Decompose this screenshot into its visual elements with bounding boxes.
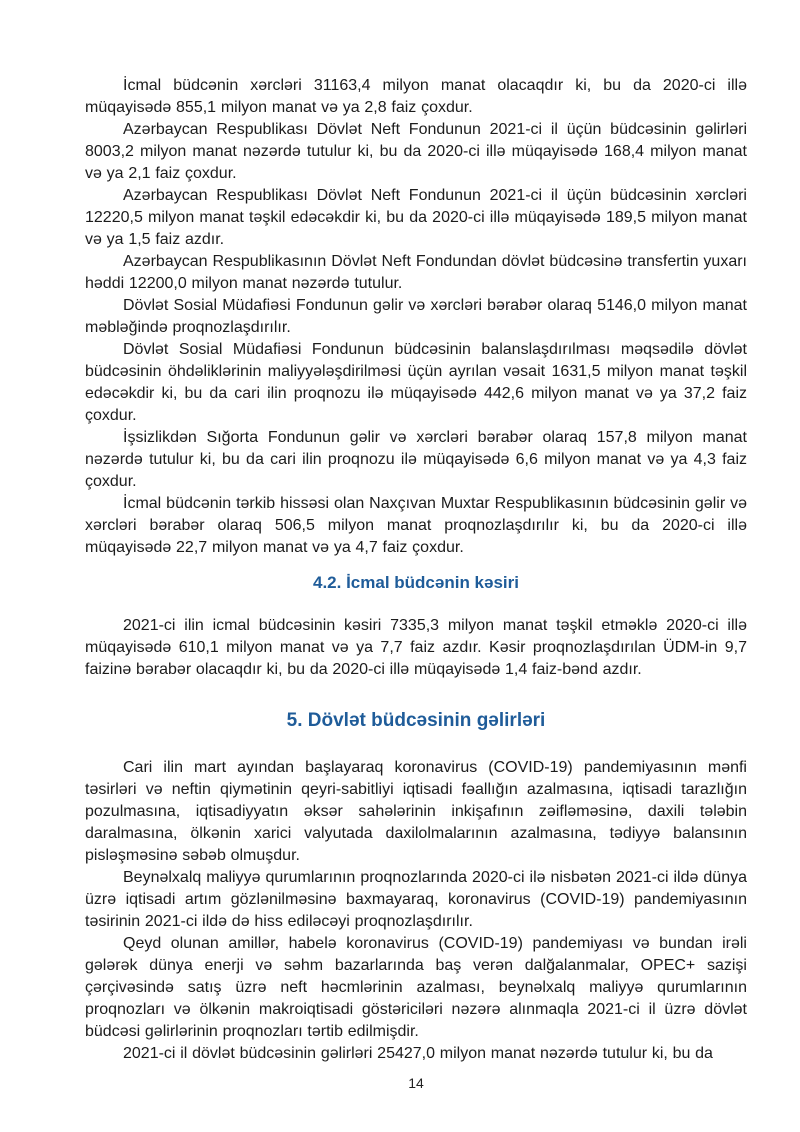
paragraph: İcmal büdcənin xərcləri 31163,4 milyon manat olacaqdır ki, bu da 2020-ci illə müqayisədə 855,1 milyon manat və ya 2,8 faiz çoxdur. [85,77,747,116]
paragraph: 2021-ci il dövlət büdcəsinin gəlirləri 25427,0 milyon manat nəzərdə tutulur ki, bu da [123,1045,713,1062]
paragraph: Azərbaycan Respublikası Dövlət Neft Fondunun 2021-ci il üçün büdcəsinin xərcləri 12220,5 milyon manat təşkil edəcəkdir ki, bu da 2020-ci illə müqayisədə 189,5 milyon manat və ya 1,5 faiz azdır. [85,187,747,248]
section-heading-4-2: 4.2. İcmal büdcənin kəsiri [313,573,519,592]
page-number: 14 [408,1075,424,1091]
paragraph: Dövlət Sosial Müdafiəsi Fondunun büdcəsinin balanslaşdırılması məqsədilə dövlət büdcəsinin öhdəliklərinin maliyyələşdirilməsi üçün ayrılan vəsait 1631,5 milyon manat təşkil edəcəkdir ki, bu da cari ilin proqnozu ilə müqayisədə 442,6 milyon manat və ya 37,2 faiz çoxdur. [85,341,747,424]
paragraph: Cari ilin mart ayından başlayaraq koronavirus (COVID-19) pandemiyasının mənfi təsirləri və neftin qiymətinin qeyri-sabitliyi iqtisadi fəallığın azalmasına, iqtisadi tarazlığın pozulmasına, iqtisadiyyatın əksər sahələrinin inkişafının zəifləməsinə, daxili tələbin daralmasına, ölkənin xarici valyutada daxilolmalarının azalmasına, tədiyyə balansının pisləşməsinə səbəb olmuşdur. [85,759,747,864]
paragraph: İcmal büdcənin tərkib hissəsi olan Naxçıvan Muxtar Respublikasının büdcəsinin gəlir və xərcləri bərabər olaraq 506,5 milyon manat proqnozlaşdırılır ki, bu da 2020-ci illə müqayisədə 22,7 milyon manat və ya 4,7 faiz çoxdur. [85,495,747,556]
paragraph: Qeyd olunan amillər, habelə koronavirus (COVID-19) pandemiyası və bundan irəli gələrək dünya enerji və səhm bazarlarında baş verən dalğalanmalar, OPEC+ sazişi çərçivəsində satış üzrə neft həcmlərinin azalması, beynəlxalq maliyyə qurumlarının proqnozları və ölkənin makroiqtisadi göstəriciləri nəzərə alınmaqla 2021-ci il üzrə dövlət büdcəsi gəlirlərinin proqnozları tərtib edilmişdir. [85,935,747,1040]
section-heading-5: 5. Dövlət büdcəsinin gəlirləri [286,710,546,731]
paragraph: Azərbaycan Respublikası Dövlət Neft Fondunun 2021-ci il üçün büdcəsinin gəlirləri 8003,2 milyon manat nəzərdə tutulur ki, bu da 2020-ci illə müqayisədə 168,4 milyon manat və ya 2,1 faiz çoxdur. [85,121,747,182]
paragraph: Dövlət Sosial Müdafiəsi Fondunun gəlir və xərcləri bərabər olaraq 5146,0 milyon manat məbləğində proqnozlaşdırılır. [85,297,747,336]
paragraph: 2021-ci ilin icmal büdcəsinin kəsiri 7335,3 milyon manat təşkil etməklə 2020-ci illə müqayisədə 610,1 milyon manat və ya 7,7 faiz azdır. Kəsir proqnozlaşdırılan ÜDM-in 9,7 faizinə bərabər olacaqdır ki, bu da 2020-ci illə müqayisədə 1,4 faiz-bənd azdır. [85,617,747,678]
paragraph: Azərbaycan Respublikasının Dövlət Neft Fondundan dövlət büdcəsinə transfertin yuxarı həddi 12200,0 milyon manat nəzərdə tutulur. [85,253,747,292]
paragraph: Beynəlxalq maliyyə qurumlarının proqnozlarında 2020-ci ilə nisbətən 2021-ci ildə dünya üzrə iqtisadi artım gözlənilməsinə baxmayaraq, koronavirus (COVID-19) pandemiyasının təsirinin 2021-ci ildə də hiss ediləcəyi proqnozlaşdırılır. [85,869,747,930]
paragraph: İşsizlikdən Sığorta Fondunun gəlir və xərcləri bərabər olaraq 157,8 milyon manat nəzərdə tutulur ki, bu da cari ilin proqnozu ilə müqayisədə 6,6 milyon manat və ya 4,3 faiz çoxdur. [85,429,747,490]
